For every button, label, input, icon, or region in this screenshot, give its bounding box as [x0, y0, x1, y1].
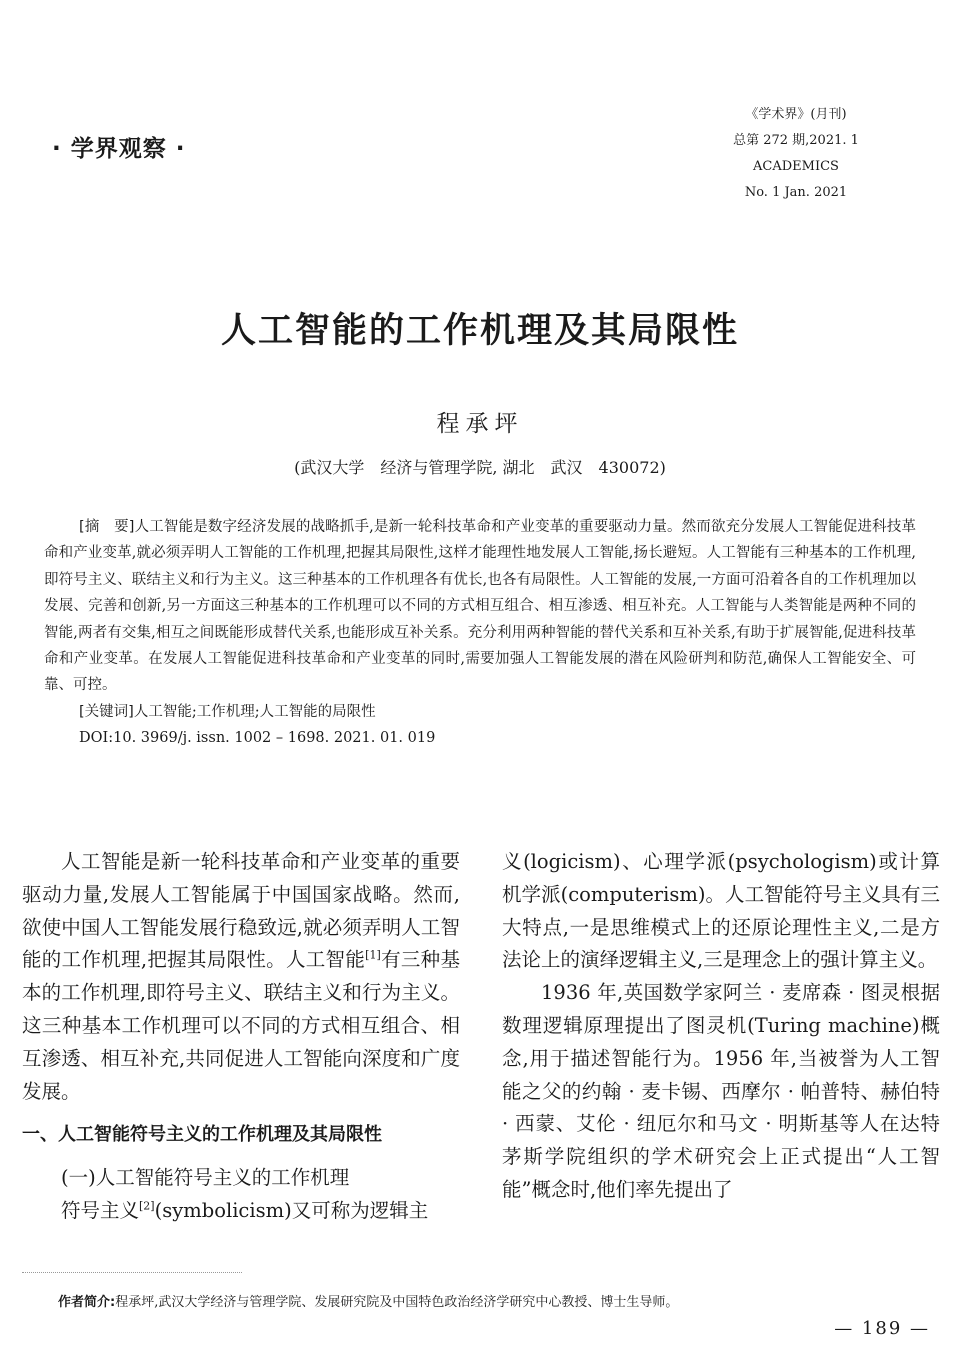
page-number: — 189 — — [834, 1318, 930, 1339]
journal-info — [696, 102, 896, 206]
body-text: 人工智能是新一轮科技革命和产业变革的重要驱动力量,发展人工智能属于中国国家战略。然而,欲使中国人工智能发展行稳致远,就必须弄明人工智能的工作机理,把握其局限性。人工智能 — [22, 850, 460, 972]
column-tag: · 学界观察 · — [52, 136, 186, 162]
body-paragraph — [22, 846, 460, 1108]
body-text: 有三种基本的工作机理,即符号主义、联结主义和行为主义。这三种基本工作机理可以不同的方式相互组合、相互渗透、相互补充,共同促进人工智能向深度和广度发展。 — [22, 948, 460, 1103]
article-title: 人工智能的工作机理及其局限性 — [220, 310, 739, 351]
citation-ref: [2] — [139, 1199, 155, 1213]
journal-english-name: ACADEMICS — [753, 159, 839, 174]
keywords-text: 人工智能;工作机理;人工智能的局限性 — [133, 703, 376, 720]
body-paragraph: 义(logicism)、心理学派(psychologism)或计算机学派(computerism)。人工智能符号主义具有三大特点,一是思维模式上的还原论理性主义,二是方法论上的演绎逻辑主义,三是理念上的强计算主义。 — [502, 850, 940, 972]
body-paragraph — [22, 1195, 460, 1228]
abstract — [44, 514, 916, 699]
keywords-label: [关键词] — [79, 703, 134, 720]
body-column-right — [502, 846, 940, 1207]
footnote-label: 作者简介: — [58, 1295, 116, 1310]
footnote-text: 程承坪,武汉大学经济与管理学院、发展研究院及中国特色政治经济学研究中心教授、博士生导师。 — [115, 1295, 679, 1310]
body-paragraph: 1936 年,英国数学家阿兰 · 麦席森 · 图灵根据数理逻辑原理提出了图灵机(Turing machine)概念,用于描述智能行为。1956 年,当被誉为人工智能之父的约翰 · 麦卡锡、西摩尔 · 帕普特、赫伯特 · 西蒙、艾伦 · 纽厄尔和马文 · 明斯基等人在达特茅斯学院组织的学术研究会上正式提出“人工智能”概念时,他们率先提出了 — [502, 981, 940, 1201]
footnote-divider — [22, 1272, 242, 1273]
citation-ref: [1] — [365, 948, 381, 962]
subsection-heading: (一)人工智能符号主义的工作机理 — [61, 1166, 350, 1190]
body-text: (symbolicism)又可称为逻辑主 — [154, 1199, 429, 1223]
journal-issue: 总第 272 期,2021. 1 — [733, 133, 859, 148]
journal-english-issue: No. 1 Jan. 2021 — [744, 185, 848, 200]
abstract-label: [摘 要] — [79, 519, 135, 535]
doi: DOI:10. 3969/j. issn. 1002 – 1698. 2021. 01. 019 — [79, 730, 436, 747]
body-text: 符号主义 — [61, 1199, 140, 1223]
abstract-block — [44, 514, 916, 752]
author-affiliation: (武汉大学 经济与管理学院, 湖北 武汉 430072) — [294, 458, 666, 477]
journal-name: 《学术界》(月刊) — [745, 107, 847, 122]
author-name: 程承坪 — [436, 411, 524, 437]
body-column-left — [22, 846, 460, 1228]
section-heading: 一、人工智能符号主义的工作机理及其局限性 — [22, 1124, 382, 1146]
keywords — [44, 699, 916, 725]
abstract-text: 人工智能是数字经济发展的战略抓手,是新一轮科技革命和产业变革的重要驱动力量。然而欲充分发展人工智能促进科技革命和产业变革,就必须弄明人工智能的工作机理,把握其局限性,这样才能理性地发展人工智能,扬长避短。人工智能有三种基本的工作机理,即符号主义、联结主义和行为主义。这三种基本的工作机理各有优长,也各有局限性。人工智能的发展,一方面可沿着各自的工作机理加以发展、完善和创新,另一方面这三种基本的工作机理可以不同的方式相互组合、相互渗透、相互补充。人工智能与人类智能是两种不同的智能,两者有交集,相互之间既能形成替代关系,也能形成互补关系。充分利用两种智能的替代关系和互补关系,有助于扩展智能,促进科技革命和产业变革。在发展人工智能促进科技革命和产业变革的同时,需要加强人工智能发展的潜在风险研判和防范,确保人工智能安全、可靠、可控。 — [44, 519, 916, 694]
author-footnote — [58, 1291, 918, 1310]
